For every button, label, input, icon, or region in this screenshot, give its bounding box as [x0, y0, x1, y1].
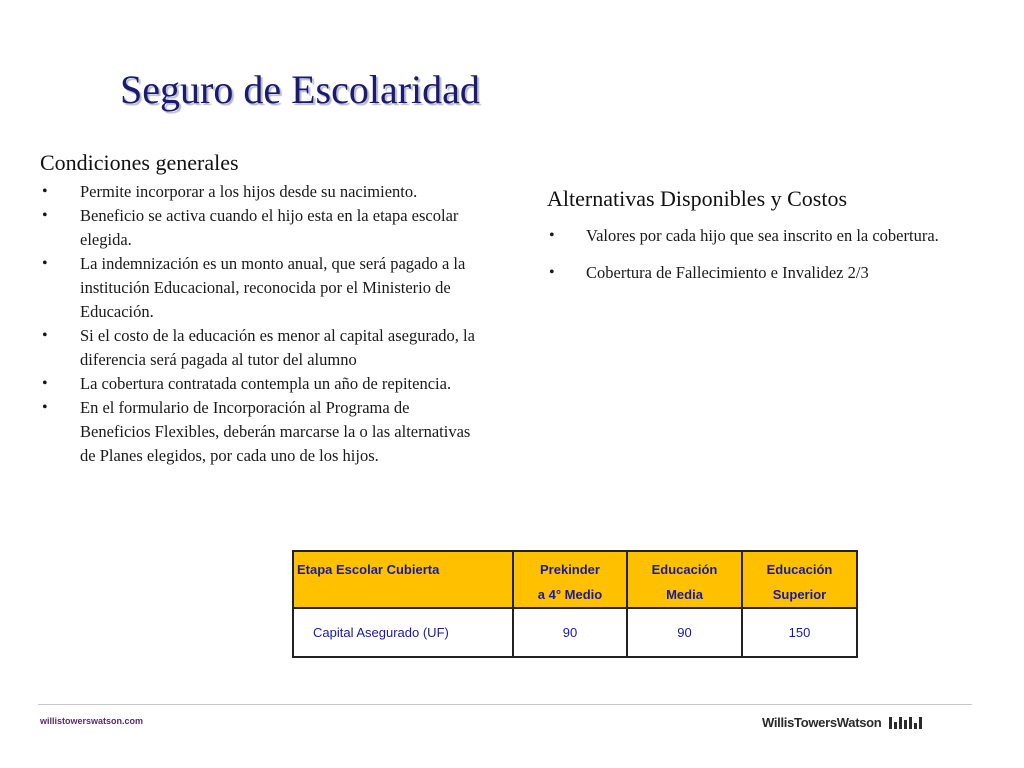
bullet-icon: • — [549, 264, 555, 281]
footer-url: willistowerswatson.com — [40, 716, 144, 726]
conditions-section — [40, 150, 480, 468]
list-item — [547, 261, 1007, 285]
list-item — [40, 324, 480, 372]
list-item-text: En el formulario de Incorporación al Programa de Beneficios Flexibles, deberán marcarse la o las alternativas de Planes elegidos, por cada uno de los hijos. — [80, 398, 471, 465]
header-text: Media — [666, 587, 703, 602]
header-cell-media — [627, 551, 742, 608]
list-item-text: Beneficio se activa cuando el hijo esta en la etapa escolar elegida. — [80, 206, 459, 249]
bullet-icon: • — [42, 399, 48, 416]
list-item-text: Si el costo de la educación es menor al capital asegurado, la diferencia será pagada al tutor del alumno — [80, 326, 475, 369]
header-text: Etapa Escolar Cubierta — [297, 562, 440, 577]
conditions-list — [40, 180, 480, 468]
list-item-text: Valores por cada hijo que sea inscrito en la cobertura. — [586, 226, 939, 245]
table-row — [293, 608, 857, 657]
alternatives-heading: Alternativas Disponibles y Costos — [547, 186, 848, 211]
coverage-table — [292, 550, 858, 658]
logo-mark-icon — [889, 717, 922, 729]
bullet-icon: • — [549, 227, 555, 244]
header-cell-superior — [742, 551, 857, 608]
list-item-text: La indemnización es un monto anual, que será pagado a la institución Educacional, reconocida por el Ministerio de Educación. — [80, 254, 466, 321]
value-cell: 90 — [513, 608, 627, 657]
bullet-icon: • — [42, 327, 48, 344]
logo-text: WillisTowersWatson — [762, 715, 882, 730]
bullet-icon: • — [42, 183, 48, 200]
company-logo — [762, 715, 922, 730]
list-item — [40, 252, 480, 324]
header-text: Educación — [651, 562, 718, 577]
alternatives-list — [547, 224, 1007, 285]
bullet-icon: • — [42, 375, 48, 392]
header-cell-stage — [293, 551, 513, 608]
slide-title: Seguro de Escolaridad — [120, 67, 480, 112]
footer-divider — [38, 704, 972, 705]
list-item — [40, 204, 480, 252]
value-cell: 150 — [742, 608, 857, 657]
header-cell-prekinder — [513, 551, 627, 608]
list-item — [40, 372, 480, 396]
header-text: Prekinder — [540, 562, 600, 577]
list-item — [40, 396, 480, 468]
list-item — [547, 224, 1007, 248]
bullet-icon: • — [42, 207, 48, 224]
list-item-text: Cobertura de Fallecimiento e Invalidez 2/3 — [586, 263, 869, 282]
list-item-text: Permite incorporar a los hijos desde su nacimiento. — [80, 182, 418, 201]
header-text: a 4° Medio — [537, 587, 603, 602]
table-header-row — [293, 551, 857, 608]
list-item-text: La cobertura contratada contempla un año de repitencia. — [80, 374, 452, 393]
bullet-icon: • — [42, 255, 48, 272]
value-cell: 90 — [627, 608, 742, 657]
row-label-cell: Capital Asegurado (UF) — [293, 608, 513, 657]
alternatives-section — [547, 186, 1007, 298]
list-item — [40, 180, 480, 204]
header-text: Educación — [766, 562, 833, 577]
header-text: Superior — [772, 587, 827, 602]
conditions-heading: Condiciones generales — [40, 150, 239, 175]
